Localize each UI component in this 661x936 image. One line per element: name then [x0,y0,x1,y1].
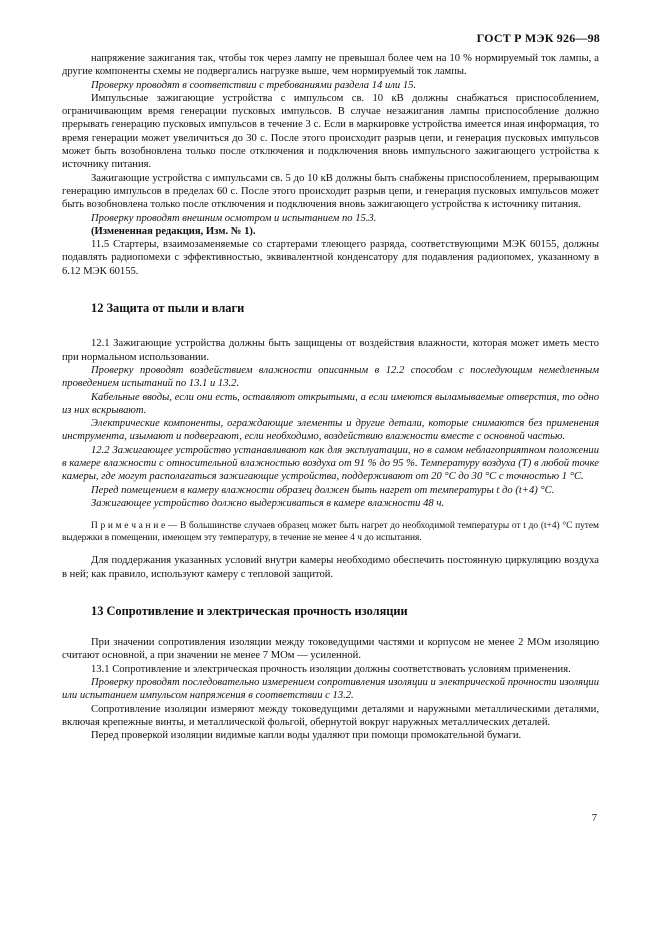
paragraph: 12.1 Зажигающие устройства должны быть защищены от воздействия влажности, которая может иметь место при нормальном использовании. [62,338,599,363]
page-number: 7 [591,813,597,824]
paragraph: Импульсные зажигающие устройства с импульсом св. 10 кВ должны снабжаться приспособлением, ограничивающим время генерации пусковых импульсов. В случае незажигания лампы приспособление должно прерывать генерацию пусковых импульсов в течение 3 с. Если в маркировке устройства имеется иная информация, то время генерации может увеличиться до 30 с. После этого происходит разрыв цепи, и генерация пусковых импульсов может быть возобновлена только после отключения и подключения вновь импульсного зажигающего устройства к источнику питания. [62,92,599,171]
paragraph: 13.1 Сопротивление и электрическая прочность изоляции должны соответствовать условиям применения. [91,663,571,675]
note-paragraph: П р и м е ч а н и е — В большинстве случаев образец может быть нагрет до необходимой температуры от t до (t+4) °С путем выдержки в помещении, имеющем эту температуру, в течение не менее 4 ч до испытания. [62,521,599,544]
check-paragraph: Проверку проводят воздействием влажности описанным в 12.2 способом с последующим немедленным проведением испытаний по 13.1 и 13.2. [62,364,599,390]
paragraph: 11.5 Стартеры, взаимозаменяемые со стартерами тлеющего разряда, соответствующими МЭК 60155, должны подавлять радиопомехи с эффективностью, эквивалентной конденсатору для подавления радиопомех, указанному в 6.12 МЭК 60155. [62,239,599,277]
paragraph: При значении сопротивления изоляции между токоведущими частями и корпусом не менее 2 МОм изоляцию считают основной, а при значении не менее 7 МОм — усиленной. [62,637,599,662]
check-paragraph: 12.2 Зажигающее устройство устанавливают как для эксплуатации, но в самом неблагоприятном положении в камере влажности с относительной влажностью воздуха от 91 % до 95 %. Температуру воздуха (Т) в любой точке камеры, где могут располагаться зажигающие устройства, поддерживают от 20 °С до 30 °С с точностью 1 °С. [62,444,599,483]
amendment-note: (Измененная редакция, Изм. № 1). [91,225,256,237]
standard-header: ГОСТ Р МЭК 926—98 [476,31,600,45]
check-paragraph: Кабельные вводы, если они есть, оставляют открытыми, а если имеются выламываемые отверстия, то одно из них вскрывают. [62,391,599,416]
paragraph: Перед проверкой изоляции видимые капли воды удаляют при помощи промокательной бумаги. [91,730,522,742]
paragraph: Зажигающие устройства с импульсами св. 5 до 10 кВ должны быть снабжены приспособлением, прерывающим генерацию импульсов в пределах 60 с. После этого происходит разрыв цепи, и генерация пусковых импульсов может быть возобновлена только после отключения и подключения вновь зажигающего устройства к источнику питания. [62,172,599,211]
check-paragraph: Перед помещением в камеру влажности образец должен быть нагрет от температуры t до (t+4) °С. [91,484,555,496]
section-12-heading: 12 Защита от пыли и влаги [91,301,245,316]
check-paragraph: Проверку проводят в соответствии с требованиями раздела 14 или 15. [91,79,417,91]
check-paragraph: Электрические компоненты, ограждающие элементы и другие детали, которые снимаются без применения инструмента, изымают и подвергают, если необходимо, воздействию влажности вместе с основной частью. [62,418,599,443]
paragraph: Сопротивление изоляции измеряют между токоведущими деталями и наружными металлическими деталями, включая крепежные винты, и металлической фольгой, обернутой вокруг наружных металлических деталей. [62,703,599,728]
check-paragraph: Зажигающее устройство должно выдерживаться в камере влажности 48 ч. [91,497,445,509]
check-paragraph: Проверку проводят последовательно измерением сопротивления изоляции и электрической прочности изоляции или испытанием импульсом напряжения в соответствии с 13.2. [62,676,599,702]
paragraph: напряжение зажигания так, чтобы ток через лампу не превышал более чем на 10 % нормируемый ток лампы, а другие компоненты схемы не подвергались нагрузке выше, чем нормируемый ток лампы. [62,53,599,78]
check-paragraph: Проверку проводят внешним осмотром и испытанием по 15.3. [91,212,377,224]
document-body [62,52,599,742]
paragraph: Для поддержания указанных условий внутри камеры необходимо обеспечить постоянную циркуляцию воздуха в ней; как правило, используют камеру с тепловой защитой. [62,555,599,580]
section-13-heading: 13 Сопротивление и электрическая прочность изоляции [91,603,408,618]
